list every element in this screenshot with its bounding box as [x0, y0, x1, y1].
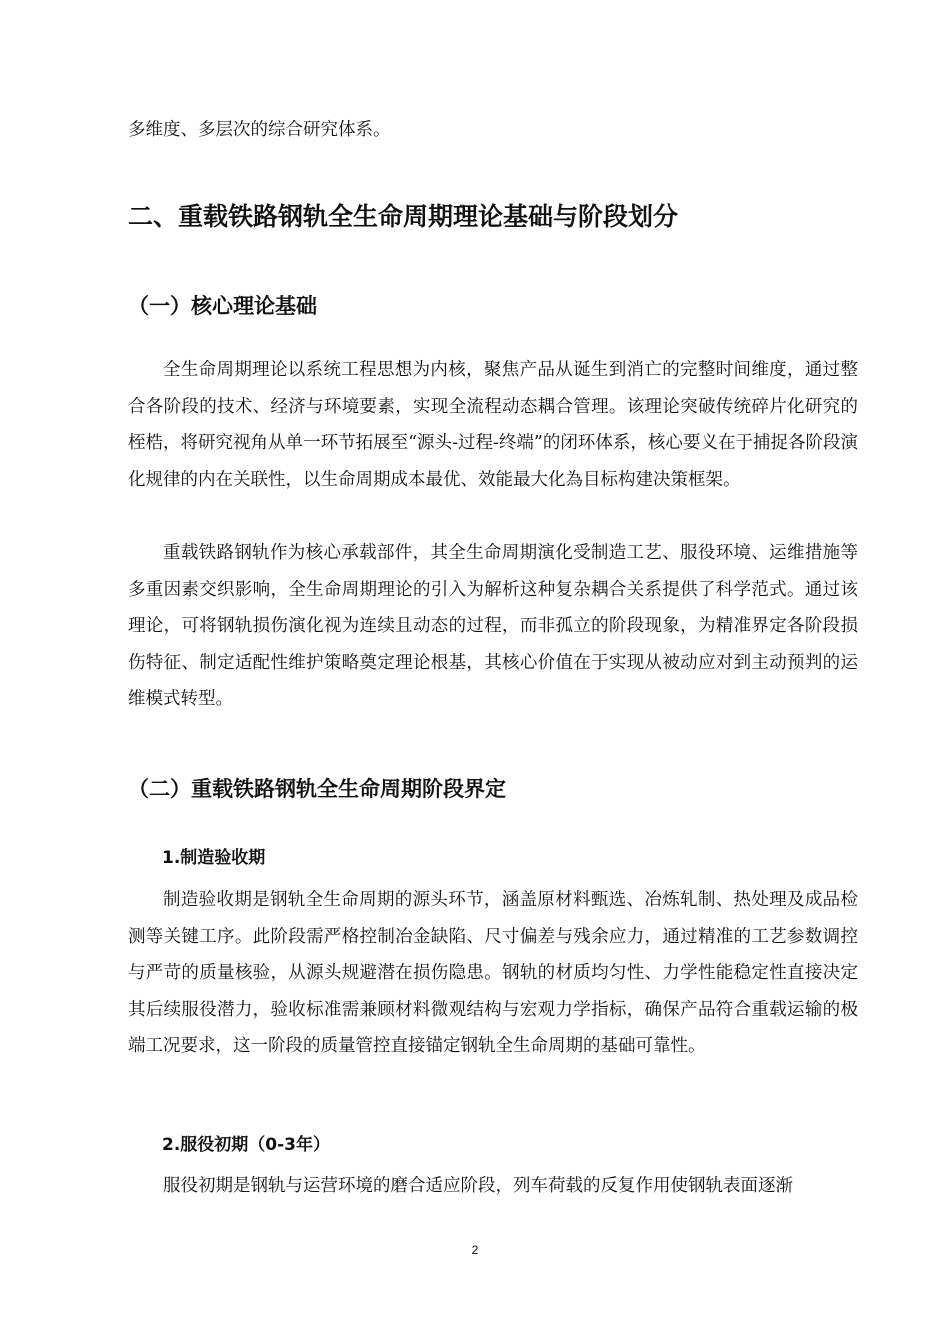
section-title: 二、重载铁路钢轨全生命周期理论基础与阶段划分	[128, 202, 679, 231]
stage1-paragraph: 制造验收期是钢轨全生命周期的源头环节，涵盖原材料甄选、冶炼轧制、热处理及成品检测等关键工序。此阶段需严格控制冶金缺陷、尺寸偏差与残余应力，通过精准的工艺参数调控与严苛的质量核验，从源头规避潜在损伤隐患。钢轨的材质均匀性、力学性能稳定性直接决定其后续服役潜力，验收标准需兼顾材料微观结构与宏观力学指标，确保产品符合重载运输的极端工况要求，这一阶段的质量管控直接锚定钢轨全生命周期的基础可靠性。	[128, 890, 858, 1056]
stage2-heading: 2.服役初期（0-3年）	[162, 1135, 330, 1155]
page-number: 2	[471, 1243, 479, 1257]
subsection-title-stage-definition: （二）重载铁路钢轨全生命周期阶段界定	[128, 777, 506, 801]
stage2-paragraph: 服役初期是钢轨与运营环境的磨合适应阶段，列车荷载的反复作用使钢轨表面逐渐	[163, 1176, 793, 1196]
core-theory-paragraph-1: 全生命周期理论以系统工程思想为内核，聚焦产品从诞生到消亡的完整时间维度，通过整合各阶段的技术、经济与环境要素，实现全流程动态耦合管理。该理论突破传统碎片化研究的桎梏，将研究视角从单一环节拓展至“源头-过程-终端”的闭环体系，核心要义在于捕捉各阶段演化规律的内在关联性，以生命周期成本最优、效能最大化為目标构建决策框架。	[128, 360, 858, 490]
subsection-title-core-theory: （一）核心理论基础	[128, 294, 317, 318]
stage1-heading: 1.制造验收期	[162, 848, 266, 868]
continuation-paragraph: 多维度、多层次的综合研究体系。	[128, 120, 391, 140]
core-theory-paragraph-2: 重载铁路钢轨作为核心承载部件，其全生命周期演化受制造工艺、服役环境、运维措施等多重因素交织影响，全生命周期理论的引入为解析这种复杂耦合关系提供了科学范式。通过该理论，可将钢轨损伤演化视为连续且动态的过程，而非孤立的阶段现象，为精准界定各阶段损伤特征、制定适配性维护策略奠定理论根基，其核心价值在于实现从被动应对到主动预判的运维模式转型。	[128, 543, 858, 709]
